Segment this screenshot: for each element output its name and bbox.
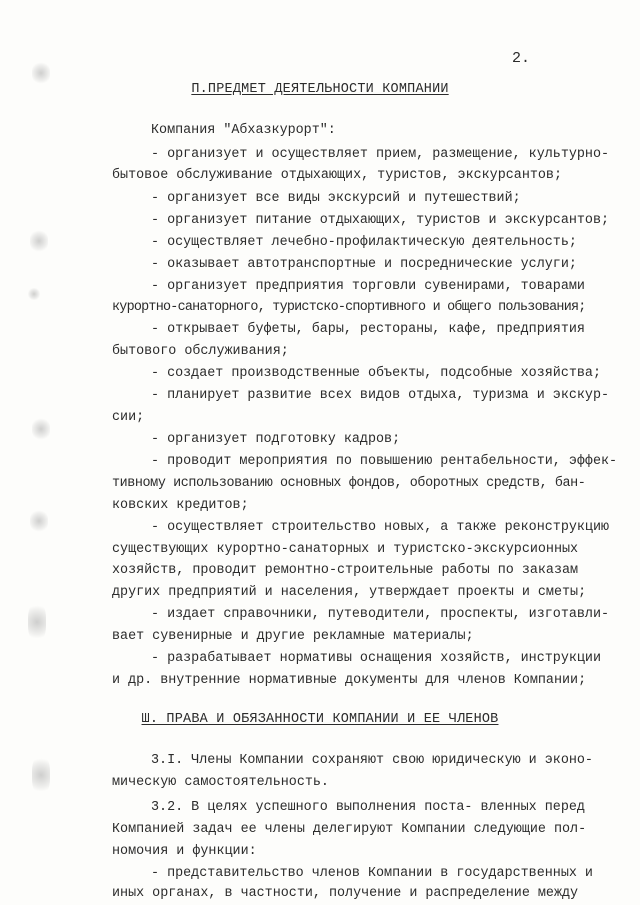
text-line: Компанией задач ее члены делегируют Компании следующие пол- (112, 822, 587, 837)
text-line: - организует и осуществляет прием, размещение, культурно- (151, 147, 610, 162)
margin-smudge (30, 510, 48, 532)
text-line: - организует предприятия торговли сувенирами, товарами (151, 279, 585, 294)
text-line: - осуществляет лечебно-профилактическую деятельность; (151, 235, 577, 250)
text-line: ковских кредитов; (112, 498, 249, 513)
text-line: - издает справочники, путеводители, проспекты, изготавли- (151, 607, 610, 622)
section-3-heading: Ш. ПРАВА И ОБЯЗАННОСТИ КОМПАНИИ И ЕЕ ЧЛЕНОВ (141, 712, 499, 727)
text-line: - организует питание отдыхающих, туристов и экскурсантов; (151, 213, 610, 228)
margin-smudge (32, 418, 50, 440)
text-line: бытового обслуживания; (112, 344, 289, 359)
margin-smudge (32, 755, 50, 795)
text-line: 3.2. В целях успешного выполнения поста- вленных перед (151, 800, 585, 815)
text-line: сии; (112, 410, 145, 425)
text-line: и др. внутренние нормативные документы для членов Компании; (112, 673, 587, 688)
text-line: бытовое обслуживание отдыхающих, туристов, экскурсантов; (112, 168, 562, 183)
text-line: номочия и функции: (112, 844, 257, 859)
margin-smudge (32, 62, 50, 84)
text-line: - создает производственные объекты, подсобные хозяйства; (151, 366, 601, 381)
text-line: - открывает буфеты, бары, рестораны, кафе, предприятия (151, 322, 585, 337)
text-line: - представительство членов Компании в государственных и (151, 866, 593, 881)
text-line: - организует подготовку кадров; (151, 432, 401, 447)
text-line: - проводит мероприятия по повышению рентабельности, эффек- (151, 454, 618, 469)
margin-smudge (28, 602, 46, 642)
margin-smudge (28, 288, 40, 300)
text-line: Компания "Абхазкурорт": (151, 123, 336, 138)
text-line: других предприятий и населения, утверждает проекты и сметы; (112, 585, 587, 600)
text-line: 3.I. Члены Компании сохраняют свою юридическую и эконо- (151, 753, 593, 768)
text-line: - разрабатывает нормативы оснащения хозяйств, инструкции (151, 651, 601, 666)
text-line: тивному использованию основных фондов, оборотных средств, бан- (112, 476, 586, 491)
text-line: существующих курортно-санаторных и туристско-экскурсионных (112, 542, 579, 557)
text-line: вает сувенирные и другие рекламные материалы; (112, 629, 474, 644)
margin-smudge (30, 230, 48, 252)
text-line: хозяйств, проводит ремонтно-строительные работы по заказам (112, 563, 579, 578)
text-line: курортно-санаторного, туристско-спортивного и общего пользования; (112, 300, 586, 315)
text-line: - осуществляет строительство новых, а также реконструкцию (151, 520, 610, 535)
section-2-heading: П.ПРЕДМЕТ ДЕЯТЕЛЬНОСТИ КОМПАНИИ (191, 82, 449, 97)
text-line: - оказывает автотранспортные и посреднические услуги; (151, 257, 577, 272)
text-line: - организует все виды экскурсий и путешествий; (151, 191, 521, 206)
page-number: 2. (512, 50, 531, 67)
text-line: - планирует развитие всех видов отдыха, туризма и экскур- (151, 388, 610, 403)
text-line: мическую самостоятельность. (112, 775, 329, 790)
text-line: иных органах, в частности, получение и распределение между (112, 886, 579, 901)
